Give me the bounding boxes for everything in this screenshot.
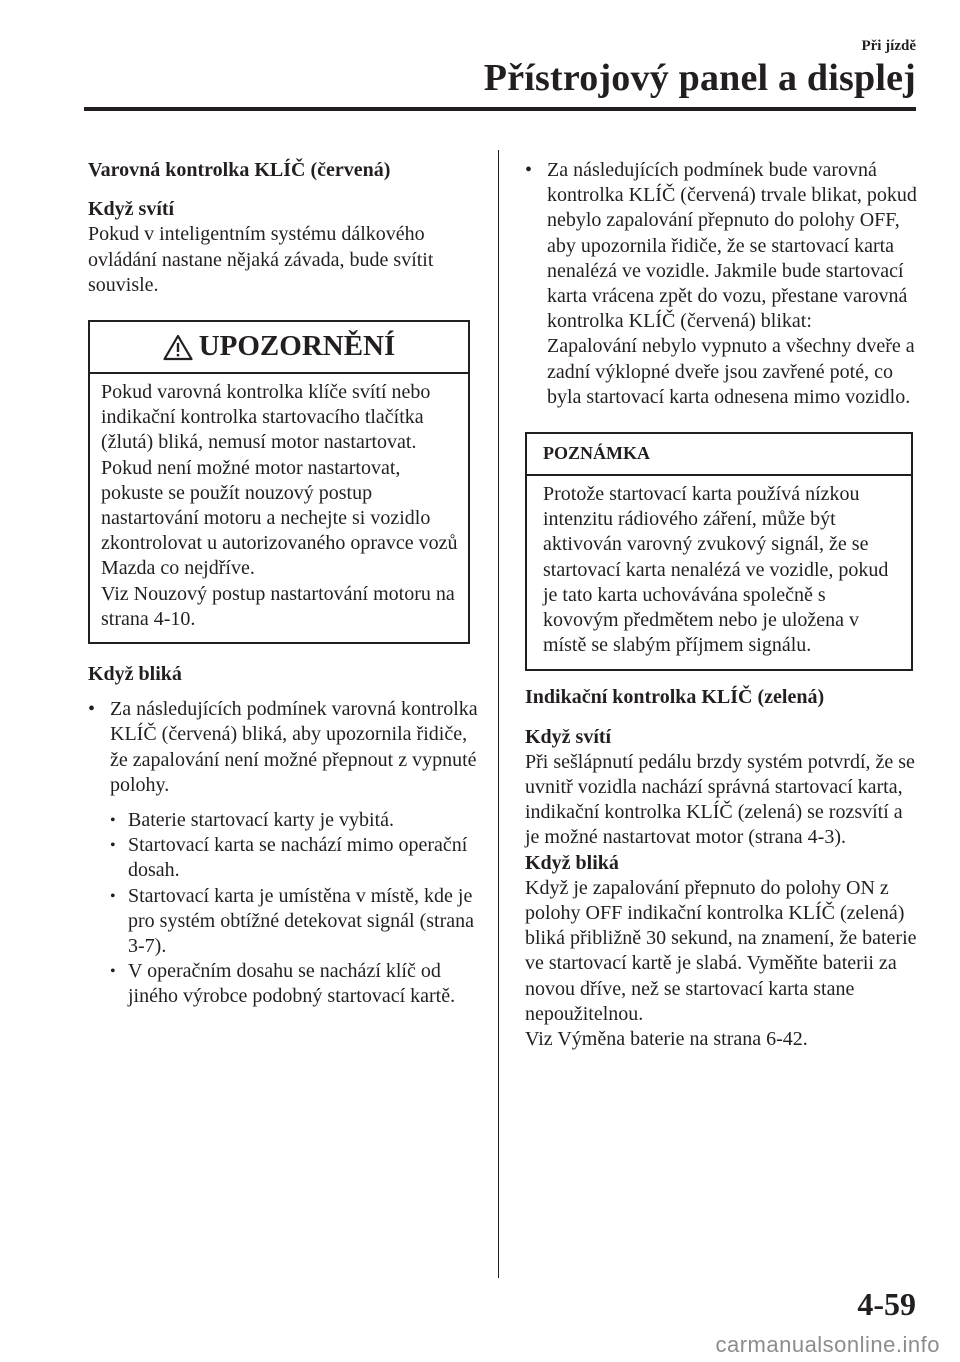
bullet-icon: • — [88, 698, 96, 721]
bullet-icon: • — [110, 963, 116, 981]
reference-text: Viz Výměna baterie na strana 6-42. — [525, 1028, 808, 1051]
column-divider — [498, 150, 499, 1278]
lit-heading: Když svítí — [88, 198, 175, 221]
list-item — [110, 808, 478, 833]
warning-title: UPOZORNĚNÍ — [198, 330, 396, 363]
list-item — [88, 697, 478, 798]
sub-bullet-list — [88, 808, 478, 1010]
bullet-continuation: Zapalování nebylo vypnuto a všechny dveře a zadní výklopné dveře jsou zavřené poté, co byla startovací karta odnesena mimo vozidlo. — [547, 335, 915, 408]
list-item — [110, 959, 478, 1009]
sub-bullet-text: Startovací karta se nachází mimo operační dosah. — [128, 834, 468, 882]
list-item — [110, 884, 478, 960]
bullet-list — [525, 158, 920, 410]
sub-bullet-text: Baterie startovací karty je vybitá. — [128, 809, 395, 832]
left-column — [88, 158, 478, 1010]
watermark: carmanualsonline.info — [715, 1332, 940, 1357]
warning-box — [88, 320, 470, 644]
bullet-text: Za následujících podmínek varovná kontrolka KLÍČ (červená) bliká, aby upozornila řidiče, že zapalování není možné přepnout z vypnuté polohy. — [110, 698, 478, 796]
lit-text: Při sešlápnutí pedálu brzdy systém potvrdí, že se uvnitř vozidla nachází správná startovací karta, indikační kontrolka KLÍČ (zelená) se rozsvítí a je možné nastartovat motor (strana 4-3). — [525, 750, 915, 849]
warning-reference: Viz Nouzový postup nastartování motoru na strana 4-10. — [101, 582, 455, 630]
bullet-list — [88, 697, 478, 798]
lit-heading: Když svítí — [525, 725, 612, 748]
bullet-icon: • — [525, 159, 533, 181]
sub-bullet-text: V operačním dosahu se nachází klíč od jiného výrobce podobný startovací kartě. — [128, 960, 456, 1008]
list-item — [110, 833, 478, 883]
bullet-icon: • — [110, 812, 116, 830]
blink-text: Když je zapalování přepnuto do polohy ON z polohy OFF indikační kontrolka KLÍČ (zelená) bliká přibližně 30 sekund, na znamení, že baterie ve startovací kartě je slabá. Vyměňte baterii za novou dříve, než se startovací karta stane nepoužitelnou. — [525, 876, 917, 1025]
note-text: Protože startovací karta používá nízkou intenzitu rádiového záření, může být aktivován varovný zvukový signál, že se startovací karta nenalézá ve vozidle, pokud je tato karta uchovávána společně s kovovým předmětem nebo je uložena v místě se slabým příjmem signálu. — [543, 483, 889, 657]
page-title: Přístrojový panel a displej — [483, 57, 916, 99]
header-rule — [84, 107, 916, 111]
sub-bullet-text: Startovací karta je umístěna v místě, kde je pro systém obtížné detekovat signál (strana 3-7). — [128, 884, 475, 958]
warning-triangle-icon — [163, 334, 193, 361]
blink-heading: Když bliká — [525, 851, 619, 874]
bullet-icon: • — [110, 837, 116, 855]
warning-text: Pokud varovná kontrolka klíče svítí nebo indikační kontrolka startovacího tlačítka (žlutá) bliká, nemusí motor nastartovat. Pokud není možné motor nastartovat, pokuste se použít nouzový postup nastartování motoru a nechejte si vozidlo zkontrolovat u autorizovaného opravce vozů Mazda co nejdříve. — [101, 381, 458, 580]
page-number: 4-59 — [857, 1286, 916, 1322]
section-heading-red-key: Varovná kontrolka KLÍČ (červená) — [88, 159, 391, 181]
list-item — [525, 158, 920, 410]
warning-body — [90, 374, 468, 642]
section-heading-green-key: Indikační kontrolka KLÍČ (zelená) — [525, 686, 825, 709]
right-column — [525, 158, 920, 1052]
note-body — [527, 476, 911, 669]
bullet-icon: • — [110, 887, 116, 905]
header-section: Při jízdě — [861, 38, 916, 54]
note-box — [525, 432, 913, 671]
lit-text: Pokud v inteligentním systému dálkového ovládání nastane nějaká závada, bude svítit souvisle. — [88, 223, 434, 296]
blink-heading: Když bliká — [88, 663, 182, 686]
warning-header — [90, 322, 468, 374]
bullet-text: Za následujících podmínek bude varovná kontrolka KLÍČ (červená) trvale blikat, pokud nebylo zapalování přepnuto do polohy OFF, aby upozornila řidiče, že se startovací karta nenalézá ve vozidle. Jakmile bude startovací karta vrácena zpět do vozu, přestane varovná kontrolka KLÍČ (červená) blikat: — [547, 159, 917, 333]
note-header: POZNÁMKA — [527, 434, 911, 476]
